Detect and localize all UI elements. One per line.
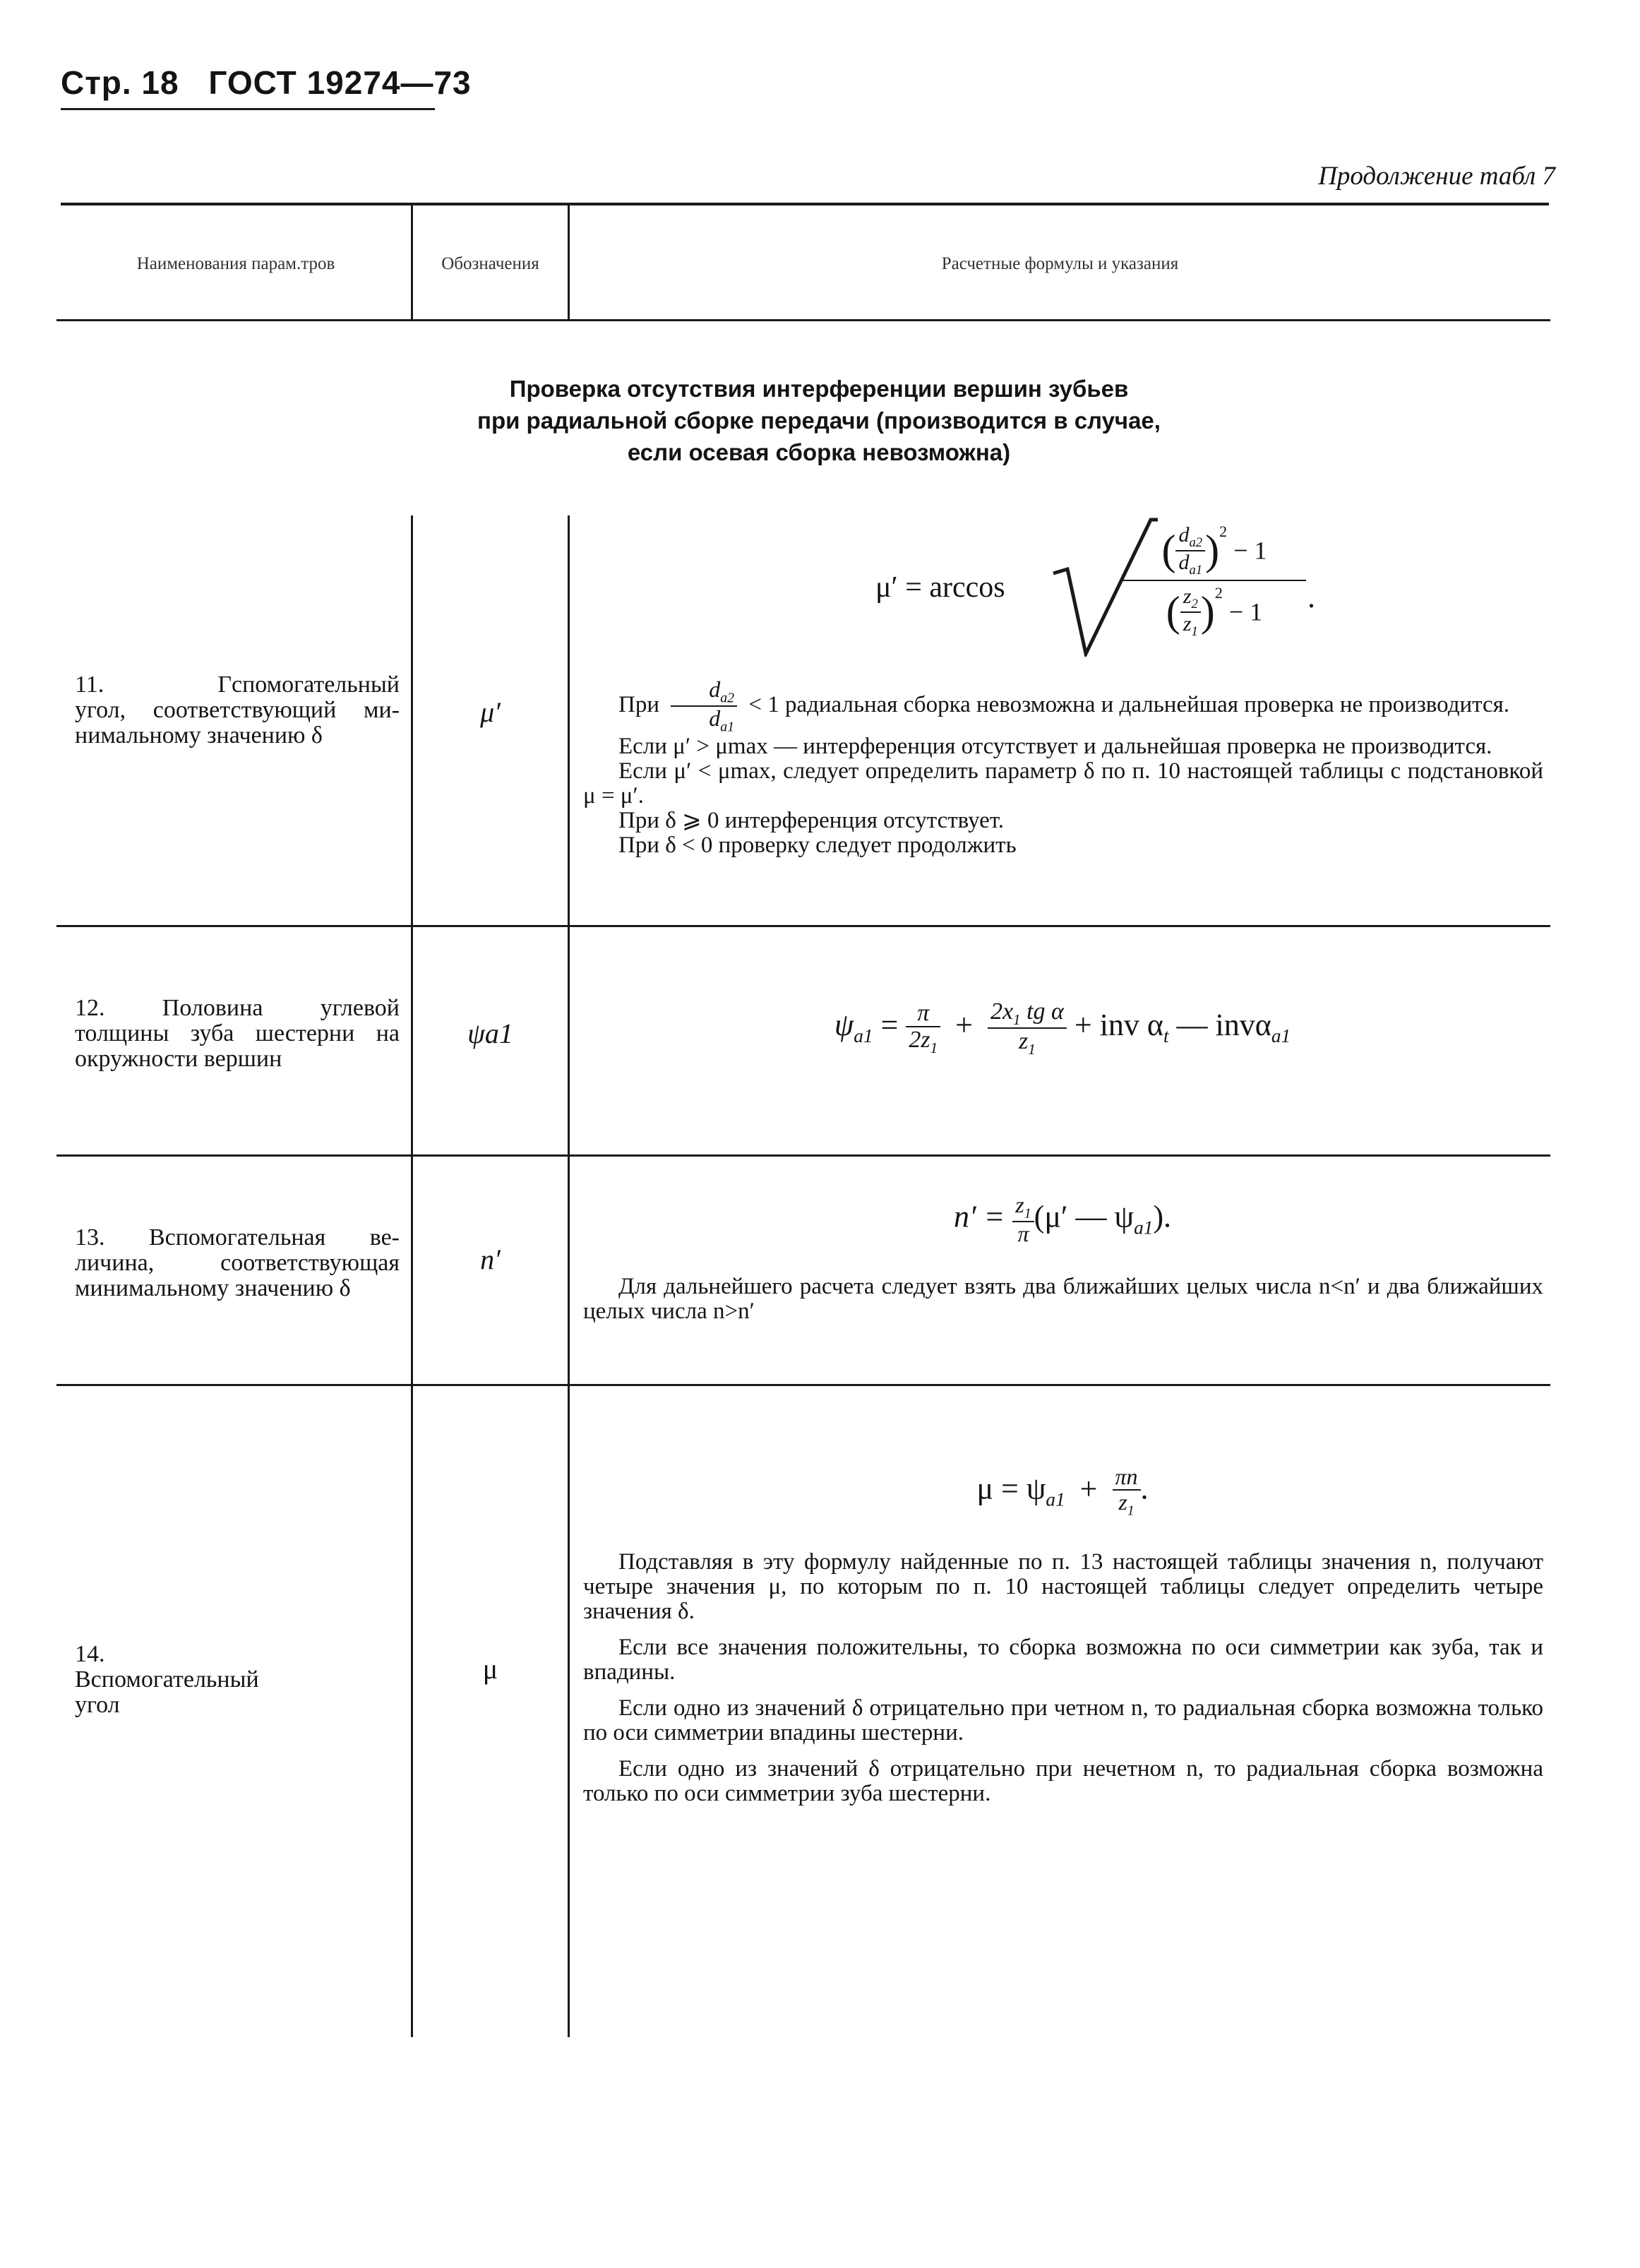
section-title-line1: Проверка отсутствия интерференции вершин зубьев [509,376,1129,402]
row-11-sqrt-fraction: ( $\frac{d_{a2}}{d_{a1}}$ )$^2$ − 1 ( $\frac{z_2}{z_1}$ )$^2$ − 1 [1123,523,1306,639]
row-11-name: 11. Гспомогательный угол, соответствующий ми- нимальному значению δ [75,672,400,748]
row-11-formula-lhs: μ′ = arccos [875,571,1005,604]
row-11-note-3: Если μ′ < μmax, следует определить параметр δ по п. 10 настоящей таблицы с подстановкой μ = μ′. [583,758,1543,809]
row-14-formula: $\mu = \psi_{a1}$ + $\frac{\pi n}{z_1}$ . [976,1464,1149,1518]
row-11-formula: μ′ = arccos ( $\frac{d_{a2}}{d_{a1}}$ )$^2$ − 1 ( $\frac{z_2}{z_1}$ )$^2$ − 1 . [875,515,1313,664]
row-14-note-3: Если одно из значений δ отрицательно при четном n, то радиальная сборка возможна только по оси симметрии впадины шестерни. [583,1695,1543,1745]
row-separator-13-14 [56,1384,1550,1386]
row-14-note-4: Если одно из значений δ отрицательно при нечетном n, то радиальная сборка возможна только по оси симметрии зуба шестерни. [583,1756,1543,1806]
row-14-note-1: Подставляя в эту формулу найденные по п. 13 настоящей таблицы значения n, получают четыре значения μ, по которым по п. 10 настоящей таблицы следует определить четыре значения δ. [583,1549,1543,1624]
row-13-formula: n′ = $\frac{z_1}{\pi}$ (μ′ — $\psi_{a1}$). [953,1192,1172,1247]
row-13-note-1: Для дальнейшего расчета следует взять два ближайших целых числа n<n′ и два ближайших целых числа n>n′ [583,1274,1543,1324]
row-11-symbol: μ′ [480,696,501,728]
row-13-symbol: n′ [480,1243,501,1275]
table-header-rule [56,319,1550,321]
header-underline [61,108,435,110]
table-top-rule [61,203,1549,205]
row-11-note-2: Если μ′ > μmax — интерференция отсутствует и дальнейшая проверка не производится. [618,734,1492,760]
header-col-symbols: Обозначения [441,254,539,273]
row-11-note-5: При δ < 0 проверку следует продолжить [618,832,1017,859]
header-col-formulas: Расчетные формулы и указания [941,254,1179,273]
row-11-note-1: При $\frac{d_{a2}}{d_{a1}}$ < 1 радиальная сборка невозможна и дальнейшая проверка не производится. [618,676,1510,735]
page-label: Стр. 18 [61,64,179,101]
row-13-notes [583,1275,1543,1324]
row-14-note-2: Если все значения положительны, то сборка возможна по оси симметрии как зуба, так и впадины. [583,1635,1543,1685]
row-12-name: 12. Половина углевой толщины зуба шестерни на окружности вершин [75,995,400,1072]
row-separator-11-12 [56,925,1550,927]
row-12-symbol: ψa1 [467,1017,513,1049]
row-14-name: 14. Вспомогательный угол [75,1641,259,1718]
page-header [61,64,472,102]
row-11-note-4: При δ ⩾ 0 интерференция отсутствует. [618,808,1005,834]
row-12-formula: $\psi_{a1}$ = $\frac{\pi}{2z_1}$ + $\frac{2x_1 tg \alpha}{z_1}$ + inv $\alpha_t$ — invα$_{a1}$ [834,998,1291,1058]
col-divider-1 [411,515,413,2037]
section-title-line2: при радиальной сборке передачи (производится в случае, [477,407,1161,434]
section-title [395,373,1243,468]
col-divider-2 [568,515,570,2037]
row-14-symbol: μ [482,1653,498,1685]
section-title-line3: если осевая сборка невозможна) [627,439,1011,465]
continuation-note: Продолжение табл 7 [1318,162,1555,191]
row-separator-12-13 [56,1154,1550,1157]
header-col-parameters: Наименования парам.тров [136,254,335,273]
row-14-notes [583,1550,1543,1806]
row-13-name: 13. Вспомогательная ве- личина, соответствующая минимальному значению δ [75,1224,400,1301]
standard-number: ГОСТ 19274—73 [208,64,472,101]
row-11-notes [583,678,1543,858]
